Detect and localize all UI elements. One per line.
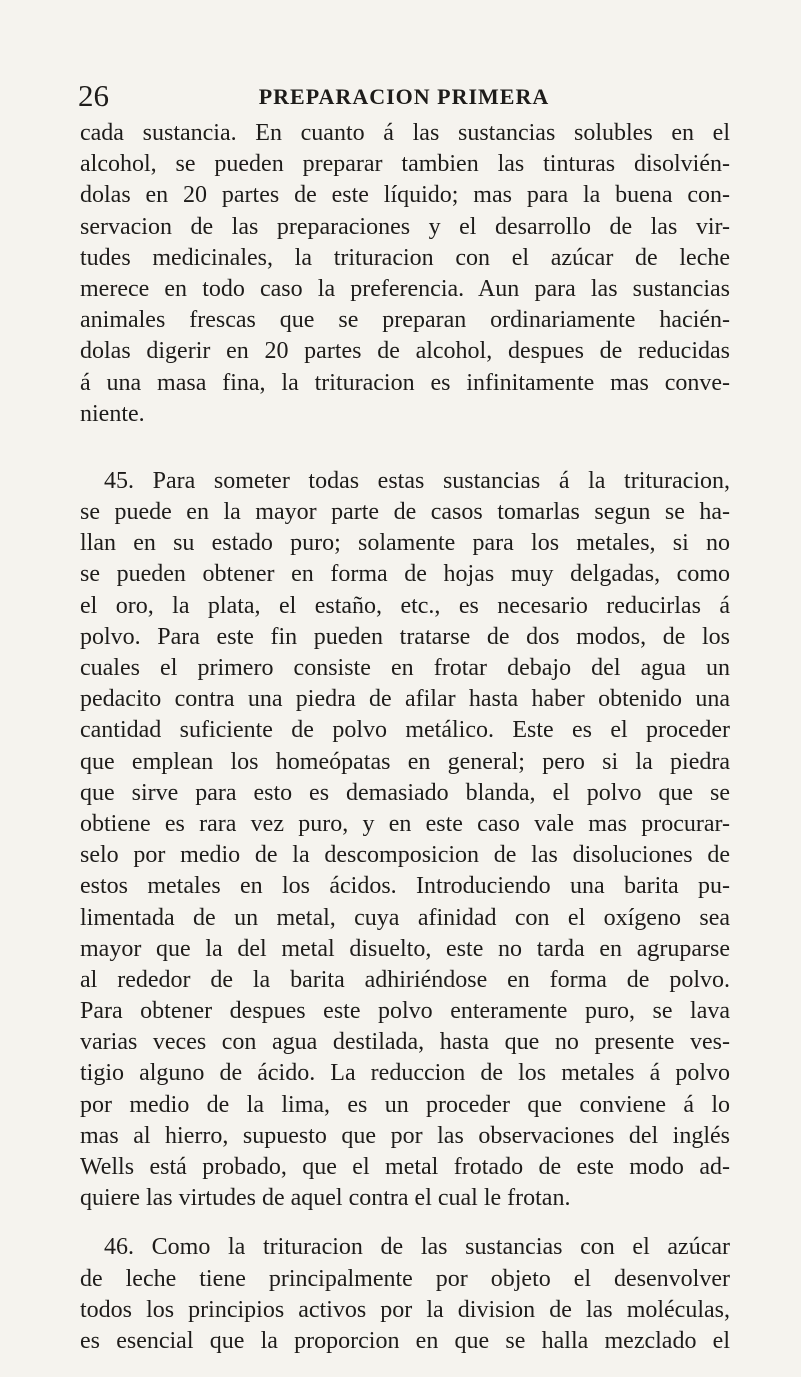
text-line: obtiene es rara vez puro, y en este caso vale mas procurar-	[80, 810, 730, 837]
running-head: PREPARACION PRIMERA	[258, 84, 550, 109]
text-line: todos los principios activos por la division de las moléculas,	[80, 1296, 730, 1323]
text-line: cantidad suficiente de polvo metálico. Este es el proceder	[80, 717, 730, 744]
text-line: 45. Para someter todas estas sustancias á la trituracion,	[104, 467, 730, 494]
text-line: merece en todo caso la preferencia. Aun para las sustancias	[80, 275, 730, 302]
text-line: 46. Como la trituracion de las sustancias con el azúcar	[104, 1234, 730, 1261]
text-line: Wells está probado, que el metal frotado de este modo ad-	[80, 1154, 730, 1180]
text-line: por medio de la lima, es un proceder que conviene á lo	[80, 1091, 730, 1118]
paragraph-46	[80, 1232, 730, 1357]
text-line: polvo. Para este fin pueden tratarse de dos modos, de los	[80, 623, 730, 650]
text-line: que sirve para esto es demasiado blanda, el polvo que se	[80, 779, 730, 806]
text-line: se puede en la mayor parte de casos tomarlas segun se ha-	[80, 499, 730, 526]
paragraph-spacer	[80, 430, 730, 466]
text-line: quiere las virtudes de aquel contra el cual le frotan.	[80, 1185, 571, 1212]
text-line: varias veces con agua destilada, hasta que no presente ves-	[80, 1029, 730, 1056]
text-line: es esencial que la proporcion en que se halla mezclado el	[80, 1327, 730, 1354]
text-line: estos metales en los ácidos. Introduciendo una barita pu-	[80, 873, 730, 900]
text-line: Para obtener despues este polvo enteramente puro, se lava	[80, 998, 730, 1025]
text-line: animales frescas que se preparan ordinariamente hacién-	[80, 307, 730, 334]
text-line: servacion de las preparaciones y el desarrollo de las vir-	[80, 213, 730, 240]
text-line: cuales el primero consiste en frotar debajo del agua un	[80, 655, 730, 681]
paragraph-1	[80, 118, 730, 430]
body-text	[80, 118, 730, 1357]
text-line: mas al hierro, supuesto que por las observaciones del inglés	[80, 1122, 730, 1149]
text-line: al rededor de la barita adhiriéndose en forma de polvo.	[80, 966, 730, 993]
text-line: á una masa fina, la trituracion es infinitamente mas conve-	[80, 369, 730, 396]
text-line: que emplean los homeópatas en general; pero si la piedra	[80, 748, 730, 775]
text-line: mayor que la del metal disuelto, este no tarda en agruparse	[80, 935, 730, 962]
text-line: tigio alguno de ácido. La reduccion de los metales á polvo	[80, 1060, 730, 1087]
text-line: dolas digerir en 20 partes de alcohol, despues de reducidas	[80, 338, 730, 365]
text-line: niente.	[80, 400, 145, 427]
text-line: pedacito contra una piedra de afilar hasta haber obtenido una	[80, 686, 730, 713]
text-line: llan en su estado puro; solamente para los metales, si no	[80, 530, 730, 557]
text-line: el oro, la plata, el estaño, etc., es necesario reducirlas á	[80, 592, 730, 619]
text-line: se pueden obtener en forma de hojas muy delgadas, como	[80, 561, 730, 588]
text-line: dolas en 20 partes de este líquido; mas para la buena con-	[80, 182, 730, 209]
text-line: de leche tiene principalmente por objeto el desenvolver	[80, 1265, 730, 1292]
text-line: limentada de un metal, cuya afinidad con el oxígeno sea	[80, 904, 730, 931]
text-line: tudes medicinales, la trituracion con el azúcar de leche	[80, 244, 730, 271]
text-line: selo por medio de la descomposicion de las disoluciones de	[80, 842, 730, 869]
text-line: cada sustancia. En cuanto á las sustancias solubles en el	[80, 120, 730, 146]
paragraph-45	[80, 466, 730, 1215]
page-number: 26	[78, 78, 109, 113]
page-header	[78, 78, 730, 114]
paragraph-spacer	[80, 1214, 730, 1232]
text-line: alcohol, se pueden preparar tambien las tinturas disolvién-	[80, 151, 730, 178]
